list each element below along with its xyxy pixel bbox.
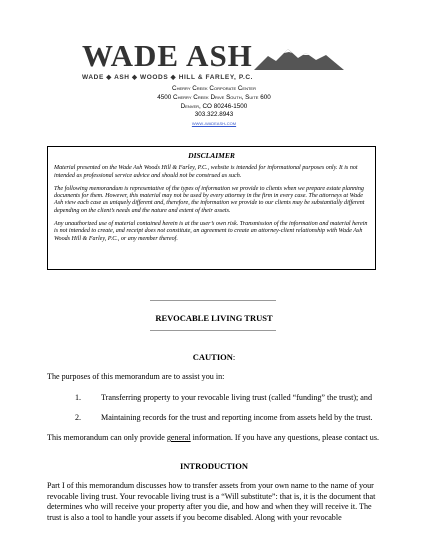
- disclaimer-title: DISCLAIMER: [188, 151, 235, 160]
- general-post: information. If you have any questions, please contact us.: [190, 433, 379, 442]
- logo-title: WADE ASH: [82, 38, 253, 73]
- general-word: general: [166, 433, 191, 442]
- address-line3: Denver, CO 80246-1500: [180, 102, 248, 110]
- title-rule-top: [150, 300, 276, 301]
- disclaimer-paragraph-3: Any unauthorized use of material contained herein is at the user’s own risk. Transmission of the information and material herein is not intended to create, and receipt does not constitute, an agreement to create an attorney-client relationship with Wade Ash Woods Hill & Farley, P.C., or any member thereof.: [54, 221, 368, 242]
- firm-address: [0, 85, 428, 129]
- title-rule-bottom: [150, 330, 276, 331]
- address-line1: Cherry Creek Corporate Center: [172, 85, 256, 92]
- disclaimer-paragraph-2: The following memorandum is representative of the types of information we provide to clients when we prepare estate planning documents for them. However, this material may not be used by every attorney in the firm in every case. The attorneys at Wade Ash view each case as uniquely different and, therefore, the information we provide to our clients may be substantially different depending on the client’s needs and the nature and extent of their assets.: [54, 185, 365, 214]
- purposes-intro: The purposes of this memorandum are to assist you in:: [47, 372, 225, 381]
- website-link[interactable]: www.wadeash.com: [191, 120, 237, 128]
- caution-label: CAUTION: [192, 352, 233, 362]
- phone-number: 303.322.8943: [194, 111, 234, 119]
- caution-heading: [0, 352, 428, 362]
- firm-logo: [0, 40, 428, 82]
- item-number-1: 1.: [75, 393, 82, 402]
- general-pre: This memorandum can only provide: [47, 433, 167, 442]
- item-number-2: 2.: [75, 413, 82, 422]
- introduction-heading: INTRODUCTION: [179, 461, 248, 471]
- disclaimer-box: [47, 146, 376, 270]
- disclaimer-paragraph-1: Material presented on the Wade Ash Woods Hill & Farley, P.C., website is intended for informational purposes only. It is not intended as professional service advice and should not be construed as such.: [54, 165, 358, 179]
- logo-subtitle: WADE ◆ ASH ◆ WOODS ◆ HILL & FARLEY, P.C.: [82, 74, 254, 81]
- caution-colon: :: [232, 352, 236, 362]
- document-title: REVOCABLE LIVING TRUST: [155, 313, 273, 323]
- general-info-paragraph: [47, 433, 379, 444]
- address-line2: 4500 Cherry Creek Drive South, Suite 600: [157, 93, 271, 101]
- mountain-icon: [254, 46, 344, 70]
- item-text-1: Transferring property to your revocable living trust (called “funding” the trust); and: [101, 393, 372, 402]
- introduction-paragraph: Part I of this memorandum discusses how to transfer assets from your own name to the name of your revocable living trust. Your revocable living trust is a “Will substitute”: that is, it is the document that determines who will receive your property after you die, and how and when they will receive it. The trust is also a tool to handle your assets if you become disabled. Along with your revocable: [47, 481, 376, 522]
- item-text-2: Maintaining records for the trust and reporting income from assets held by the trust.: [101, 413, 373, 422]
